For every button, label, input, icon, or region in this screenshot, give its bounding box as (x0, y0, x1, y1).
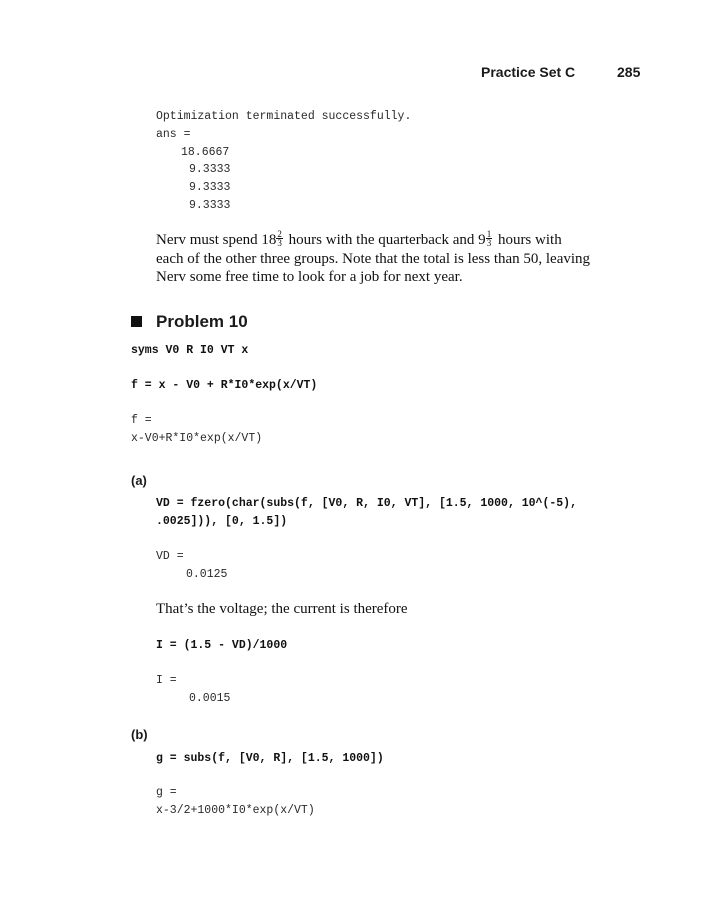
output-f-expression: x-V0+R*I0*exp(x/VT) (131, 432, 263, 445)
output-value: 9.3333 (189, 181, 231, 194)
output-value: 9.3333 (189, 163, 231, 176)
code-syms: syms V0 R I0 VT x (131, 344, 249, 357)
fraction-two-thirds: $\frac{2}{3}$ (277, 229, 282, 249)
problem-heading: Problem 10 (156, 312, 248, 331)
page-number: 285 (617, 64, 641, 80)
code-g-definition: g = subs(f, [V0, R], [1.5, 1000]) (156, 752, 384, 765)
code-f-definition: f = x - V0 + R*I0*exp(x/VT) (131, 379, 318, 392)
output-f-label: f = (131, 414, 152, 427)
code-vd-line2: .0025])), [0, 1.5]) (156, 515, 288, 528)
output-ans-label: ans = (156, 128, 191, 141)
output-value: 9.3333 (189, 199, 231, 212)
running-header-section: Practice Set C (481, 64, 576, 80)
code-vd-line1: VD = fzero(char(subs(f, [V0, R, I0, VT], [1.5, 1000, 10^(-5), (156, 497, 577, 510)
paragraph-line: each of the other three groups. Note that the total is less than 50, leaving (156, 251, 591, 267)
fraction-one-third: $\frac{1}{3}$ (486, 229, 492, 249)
output-g-expression: x-3/2+1000*I0*exp(x/VT) (156, 804, 315, 817)
paragraph-line: Nerv must spend 18 $\frac{2}{3}$ hours with the quarterback and 9 $\frac{1}{3}$ hours with (156, 229, 562, 249)
output-i-value: 0.0015 (189, 692, 231, 705)
part-b-label: (b) (131, 727, 148, 742)
part-a-label: (a) (131, 473, 147, 488)
output-value: 18.6667 (181, 146, 230, 159)
code-current: I = (1.5 - VD)/1000 (156, 639, 288, 652)
output-line-terminated: Optimization terminated successfully. (156, 110, 412, 123)
heading-bullet-icon (131, 316, 142, 327)
paragraph-line: Nerv some free time to look for a job for next year. (156, 269, 463, 285)
output-vd-value: 0.0125 (186, 568, 228, 581)
part-a-text: That’s the voltage; the current is therefore (156, 601, 408, 617)
output-vd-label: VD = (156, 550, 184, 563)
output-g-label: g = (156, 786, 177, 799)
output-i-label: I = (156, 674, 177, 687)
